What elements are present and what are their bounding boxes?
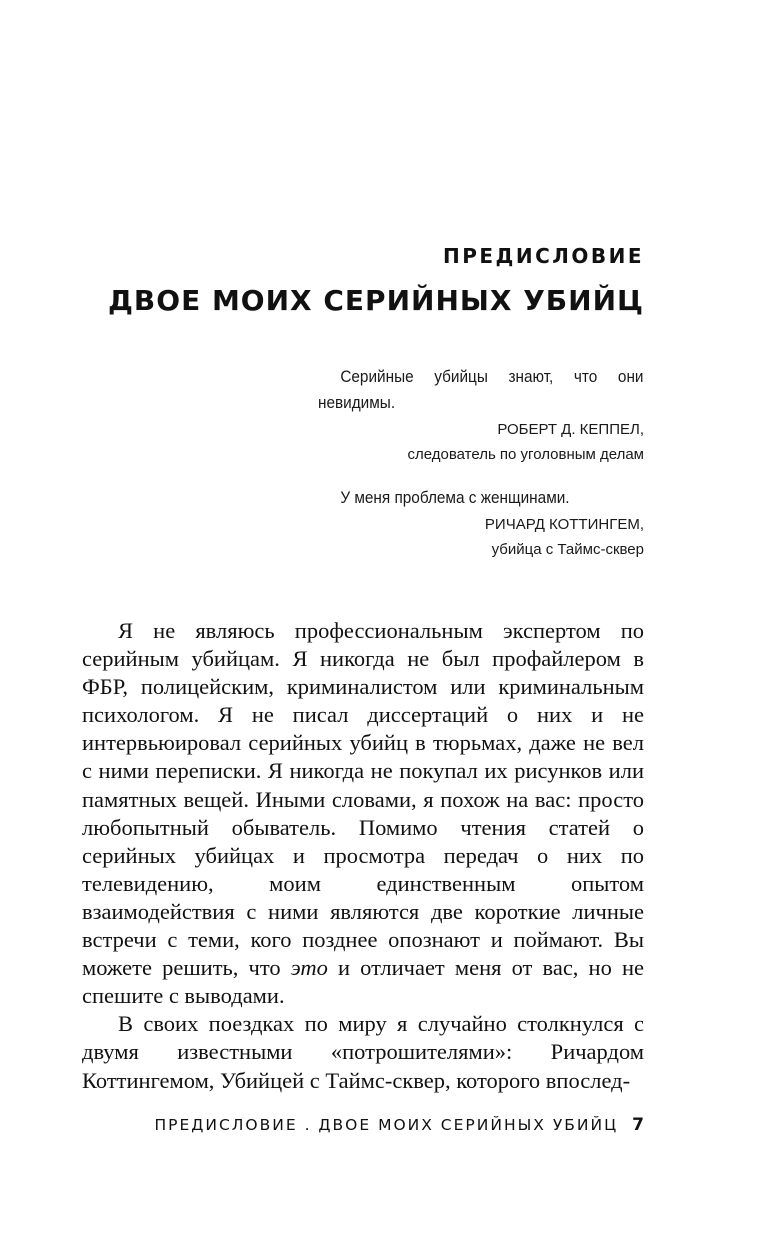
chapter-label: ПРЕДИСЛОВИЕ xyxy=(442,244,644,268)
body-text xyxy=(82,617,644,1095)
epigraph-quote: У меня проблема с женщинами. xyxy=(340,489,570,507)
paragraph: В своих поездках по миру я случайно столкнулся с двумя известными «потрошителями»: Ричардом Коттингемом, Убийцей с Таймс-сквер, которого впослед- xyxy=(82,1011,644,1093)
running-head: ПРЕДИСЛОВИЕ . ДВОЕ МОИХ СЕРИЙНЫХ УБИЙЦ xyxy=(154,1116,619,1134)
epigraph-author: РОБЕРТ Д. КЕППЕЛ, xyxy=(497,421,644,438)
epigraph-role: следователь по уголовным делам xyxy=(407,446,644,463)
paragraph xyxy=(82,617,644,1010)
page-number: 7 xyxy=(632,1115,644,1135)
epigraph xyxy=(318,485,644,562)
chapter-title: ДВОЕ МОИХ СЕРИЙНЫХ УБИЙЦ xyxy=(107,284,644,317)
emphasis-text: это xyxy=(290,955,328,981)
epigraph-quote: Серийные убийцы знают, что они невидимы. xyxy=(318,368,644,412)
epigraph-author: РИЧАРД КОТТИНГЕМ, xyxy=(484,516,644,533)
epigraph-role: убийца с Таймс-сквер xyxy=(491,541,644,558)
paragraph-text: и отличает меня от вас, но не спешите с выводами. xyxy=(82,955,644,1009)
paragraph-text: Я не являюсь профессиональным экспертом по серийным убийцам. Я никогда не был профайлером в ФБР, полицейским, криминалистом или криминальным психологом. Я не писал диссертаций о них и не интервьюировал серийных убийц в тюрьмах, даже не вел с ними переписки. Я никогда не покупал их рисунков или памятных вещей. Иными словами, я похож на вас: просто любопытный обыватель. Помимо чтения статей о серийных убийцах и просмотра передач о них по телевидению, моим единственным опытом взаимодействия с ними являются две короткие личные встречи с теми, кого позднее опознают и поймают. Вы можете решить, что xyxy=(82,618,644,981)
running-footer xyxy=(154,1115,644,1135)
epigraph xyxy=(318,364,644,467)
